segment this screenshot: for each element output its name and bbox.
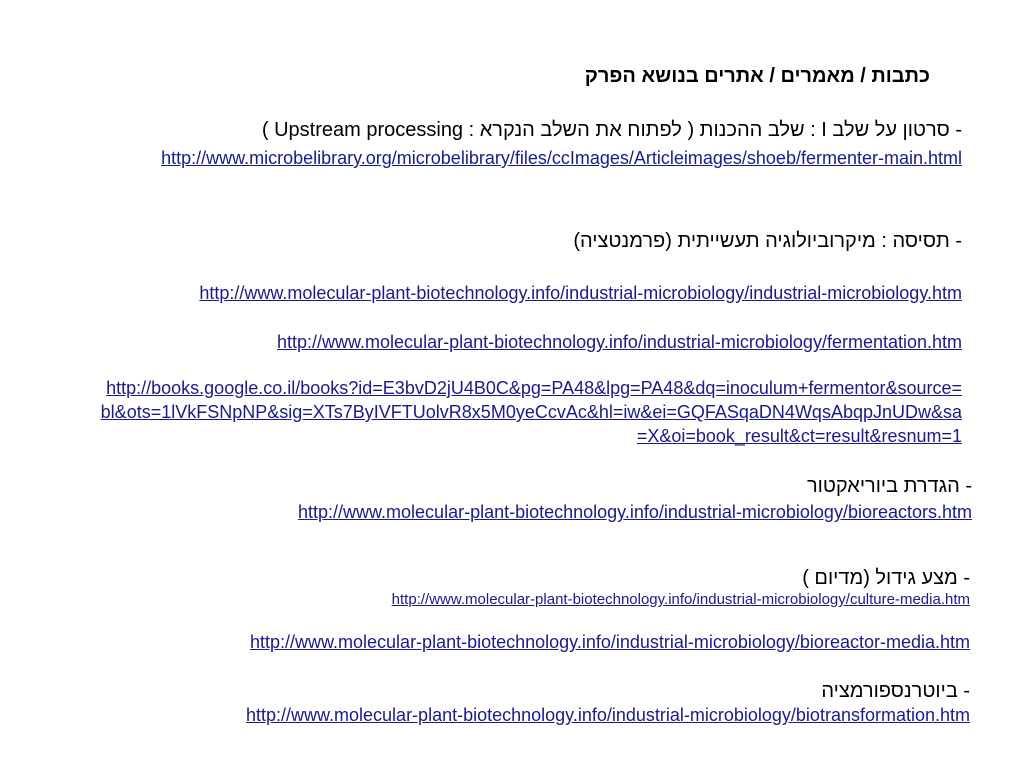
link-fermenter-video[interactable]: http://www.microbelibrary.org/microbelibrary/files/ccImages/Articleimages/shoeb/fermenter-main.html [161,148,962,168]
link-industrial-microbiology[interactable]: http://www.molecular-plant-biotechnology.info/industrial-microbiology/industrial-microbiology.htm [199,283,962,303]
link-google-books[interactable]: http://books.google.co.il/books?id=E3bvD2jU4B0C&pg=PA48&lpg=PA48&dq=inoculum+fermentor&source=bl&ots=1lVkFSNpNP&sig=XTs7ByIVFTUolvR8x5M0yeCcvAc&hl=iw&ei=GQFASqaDN4WqsAbqpJnUDw&sa=X&oi=book_result&ct=result&resnum=1 [100,378,962,446]
section-label-video: - סרטון על שלב I : שלב ההכנות ( לפתוח את השלב הנקרא : Upstream processing ) [261,119,962,141]
section-label-culture-medium: - מצע גידול (מדיום ) [802,567,970,589]
link-bioreactor-media[interactable]: http://www.molecular-plant-biotechnology.info/industrial-microbiology/bioreactor-media.htm [250,632,970,652]
link-biotransformation[interactable]: http://www.molecular-plant-biotechnology.info/industrial-microbiology/biotransformation.htm [246,705,970,725]
link-fermentation[interactable]: http://www.molecular-plant-biotechnology.info/industrial-microbiology/fermentation.htm [277,332,962,352]
page-title: כתבות / מאמרים / אתרים בנושא הפרק [584,65,930,87]
section-label-biotransformation: - ביוטרנספורמציה [821,680,970,702]
section-label-fermentation: - תסיסה : מיקרוביולוגיה תעשייתית (פרמנטציה) [573,230,962,252]
link-bioreactors[interactable]: http://www.molecular-plant-biotechnology.info/industrial-microbiology/bioreactors.htm [298,502,972,522]
link-culture-media[interactable]: http://www.molecular-plant-biotechnology.info/industrial-microbiology/culture-media.htm [391,591,970,608]
section-label-bioreactor: - הגדרת ביוריאקטור [806,475,972,497]
